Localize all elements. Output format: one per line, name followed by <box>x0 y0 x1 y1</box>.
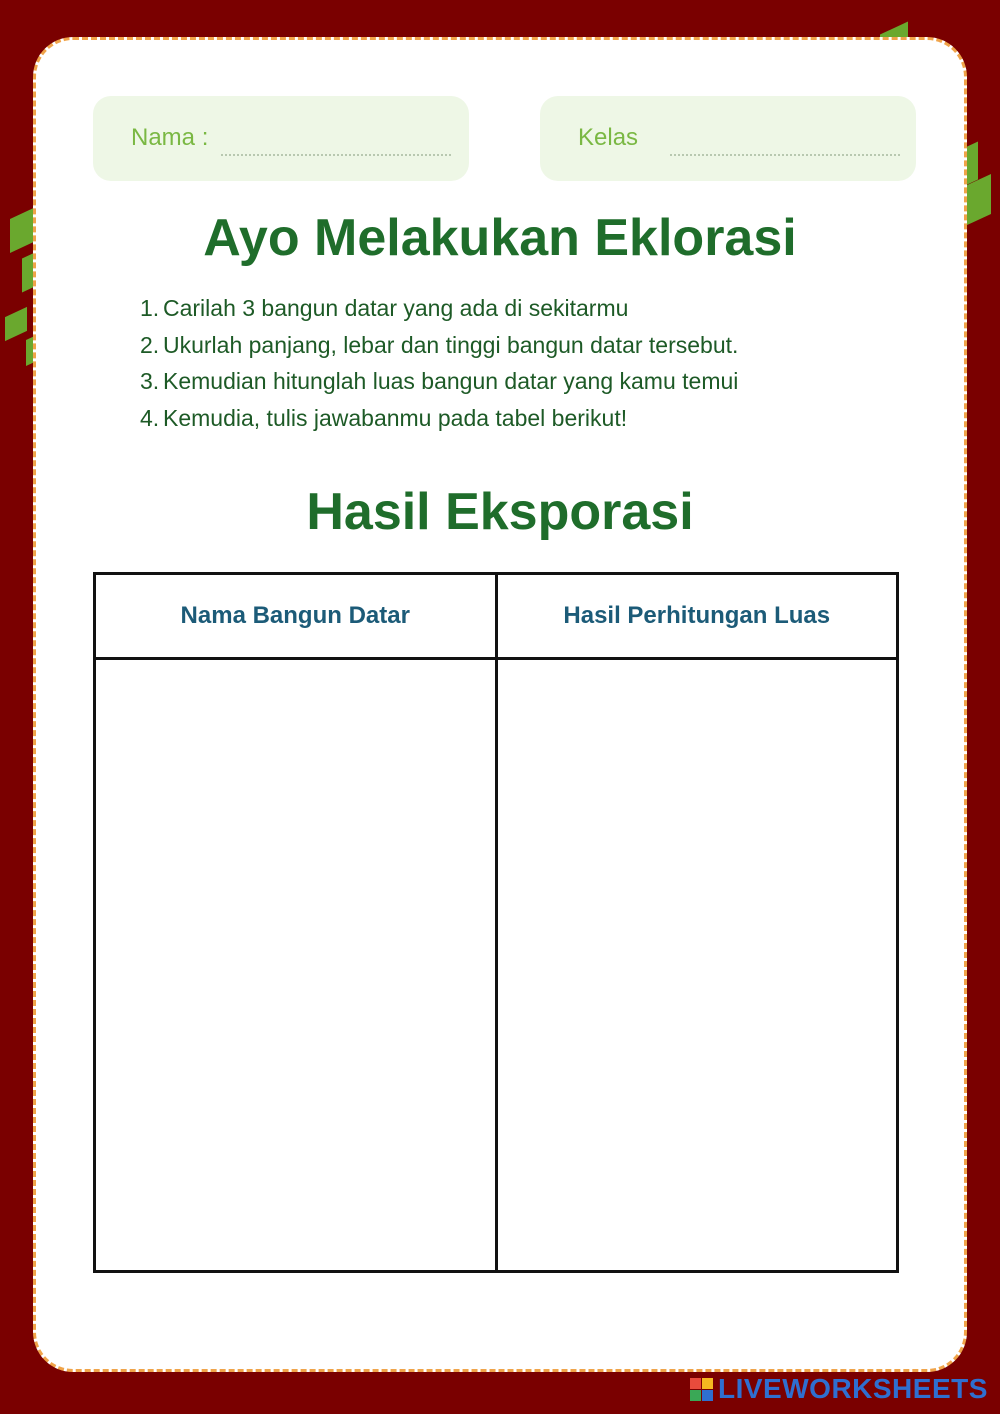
class-input-line[interactable] <box>670 154 900 156</box>
instruction-text: Kemudia, tulis jawabanmu pada tabel berikut! <box>163 404 628 431</box>
instruction-number: 2. <box>140 331 160 358</box>
logo-text: LIVEWORKSHEETS <box>718 1373 988 1404</box>
instruction-number: 3. <box>140 368 160 394</box>
result-table <box>93 572 899 1273</box>
instruction-item <box>140 327 803 364</box>
answer-cell-shape-name[interactable] <box>95 659 497 1272</box>
name-field[interactable] <box>93 96 469 181</box>
instruction-item <box>140 400 940 437</box>
decor-block <box>5 307 27 341</box>
table-header-row <box>95 574 898 659</box>
liveworksheets-logo <box>690 1373 990 1406</box>
instruction-list <box>140 290 940 436</box>
answer-cell-area-result[interactable] <box>496 659 898 1272</box>
result-title: Hasil Eksporasi <box>306 483 694 541</box>
page-title: Ayo Melakukan Eklorasi <box>203 209 797 267</box>
logo-square-icon <box>690 1378 701 1389</box>
instruction-item <box>140 363 940 400</box>
instruction-number: 4. <box>140 404 160 431</box>
class-field[interactable] <box>540 96 916 181</box>
instruction-text: Kemudian hitunglah luas bangun datar yang kamu temui <box>163 368 739 394</box>
name-input-line[interactable] <box>221 154 451 156</box>
instruction-text: Carilah 3 bangun datar yang ada di sekitarmu <box>163 295 629 321</box>
logo-square-icon <box>702 1378 713 1389</box>
logo-square-icon <box>690 1390 701 1401</box>
name-label: Nama : <box>131 124 209 151</box>
instruction-number: 1. <box>140 295 160 321</box>
logo-square-icon <box>702 1390 713 1401</box>
instruction-text: Ukurlah panjang, lebar dan tinggi bangun datar tersebut. <box>163 331 739 358</box>
table-row <box>95 659 898 1272</box>
header-area-result: Hasil Perhitungan Luas <box>496 574 898 659</box>
class-label: Kelas <box>578 124 639 151</box>
header-shape-name: Nama Bangun Datar <box>95 574 497 659</box>
instruction-item <box>140 290 940 327</box>
